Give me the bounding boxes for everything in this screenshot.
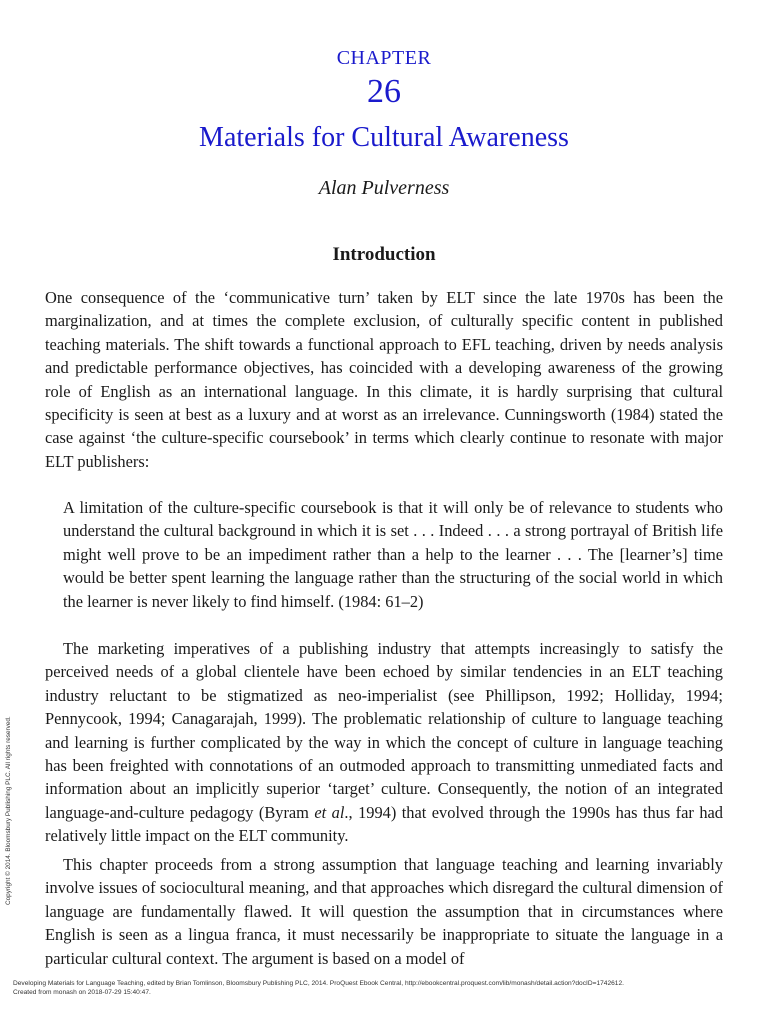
section-heading: Introduction xyxy=(332,244,436,265)
chapter-author: Alan Pulverness xyxy=(318,177,450,199)
paragraph-2-text: The marketing imperatives of a publishing industry that attempts increasingly to satisfy the perceived needs of a global clientele have been echoed by similar tendencies in an ELT teaching industry reluctant to be stigmatized as neo-imperialist (see Phillipson, 1992; Holliday, 1994; Pennycook, 1994; Canagarajah, 1999). The problematic relationship of culture to language teaching and learning is further complicated by the way in which the concept of culture in language teaching has been freighted with connotations of an outmoded approach to transmitting unmediated facts and information about an implicitly superior ‘target’ culture. Consequently, the notion of an integrated language-and-culture pedagogy (Byram xyxy=(45,639,723,822)
side-copyright-notice: Copyright © 2014. Bloomsbury Publishing PLC. All rights reserved. xyxy=(5,716,12,905)
footer-citation: Developing Materials for Language Teaching, edited by Brian Tomlinson, Bloomsbury Publishing PLC, 2014. ProQuest Ebook Central, http://ebookcentral.proquest.com/lib/monash/detail.action?docID=1742612. xyxy=(13,980,624,987)
paragraph-3: This chapter proceeds from a strong assumption that language teaching and learning invariably involve issues of sociocultural meaning, and that approaches which disregard the cultural dimension of language are fundamentally flawed. It will question the assumption that in circumstances where English is seen as a lingua franca, it must necessarily be inappropriate to situate the language in a particular cultural context. The argument is based on a model of xyxy=(45,855,723,968)
page-footer xyxy=(13,979,758,997)
chapter-label: CHAPTER xyxy=(336,47,432,69)
chapter-header xyxy=(0,44,768,156)
chapter-title: Materials for Cultural Awareness xyxy=(199,122,569,153)
paragraph-2 xyxy=(45,637,723,848)
paragraph-1: One consequence of the ‘communicative turn’ taken by ELT since the late 1970s has been the marginalization, and at times the complete exclusion, of culturally specific content in published teaching materials. The shift towards a functional approach to EFL teaching, driven by needs analysis and predictable performance objectives, has coincided with a developing awareness of the growing role of English as an international language. In this climate, it is hardly surprising that cultural specificity is seen at best as a luxury and at worst as an irrelevance. Cunningsworth (1984) stated the case against ‘the culture-specific coursebook’ in terms which clearly continue to resonate with major ELT publishers: xyxy=(45,288,723,471)
paragraph-2-italic: et al xyxy=(314,802,345,822)
block-quote: A limitation of the culture-specific coursebook is that it will only be of relevance to students who understand the cultural background in which it is set . . . Indeed . . . a strong portrayal of British life might well prove to be an impediment rather than a help to the learner . . . The [learner’s] time would be better spent learning the language rather than the structuring of the social world in which the learner is never likely to find himself. (1984: 61–2) xyxy=(63,498,723,611)
footer-created: Created from monash on 2018-07-29 15:40:47. xyxy=(13,989,151,996)
chapter-number: 26 xyxy=(367,73,401,110)
paragraph-2-end: ., 1994) that evolved through the 1990s has thus far had relatively little impact on the ELT community. xyxy=(45,802,723,846)
